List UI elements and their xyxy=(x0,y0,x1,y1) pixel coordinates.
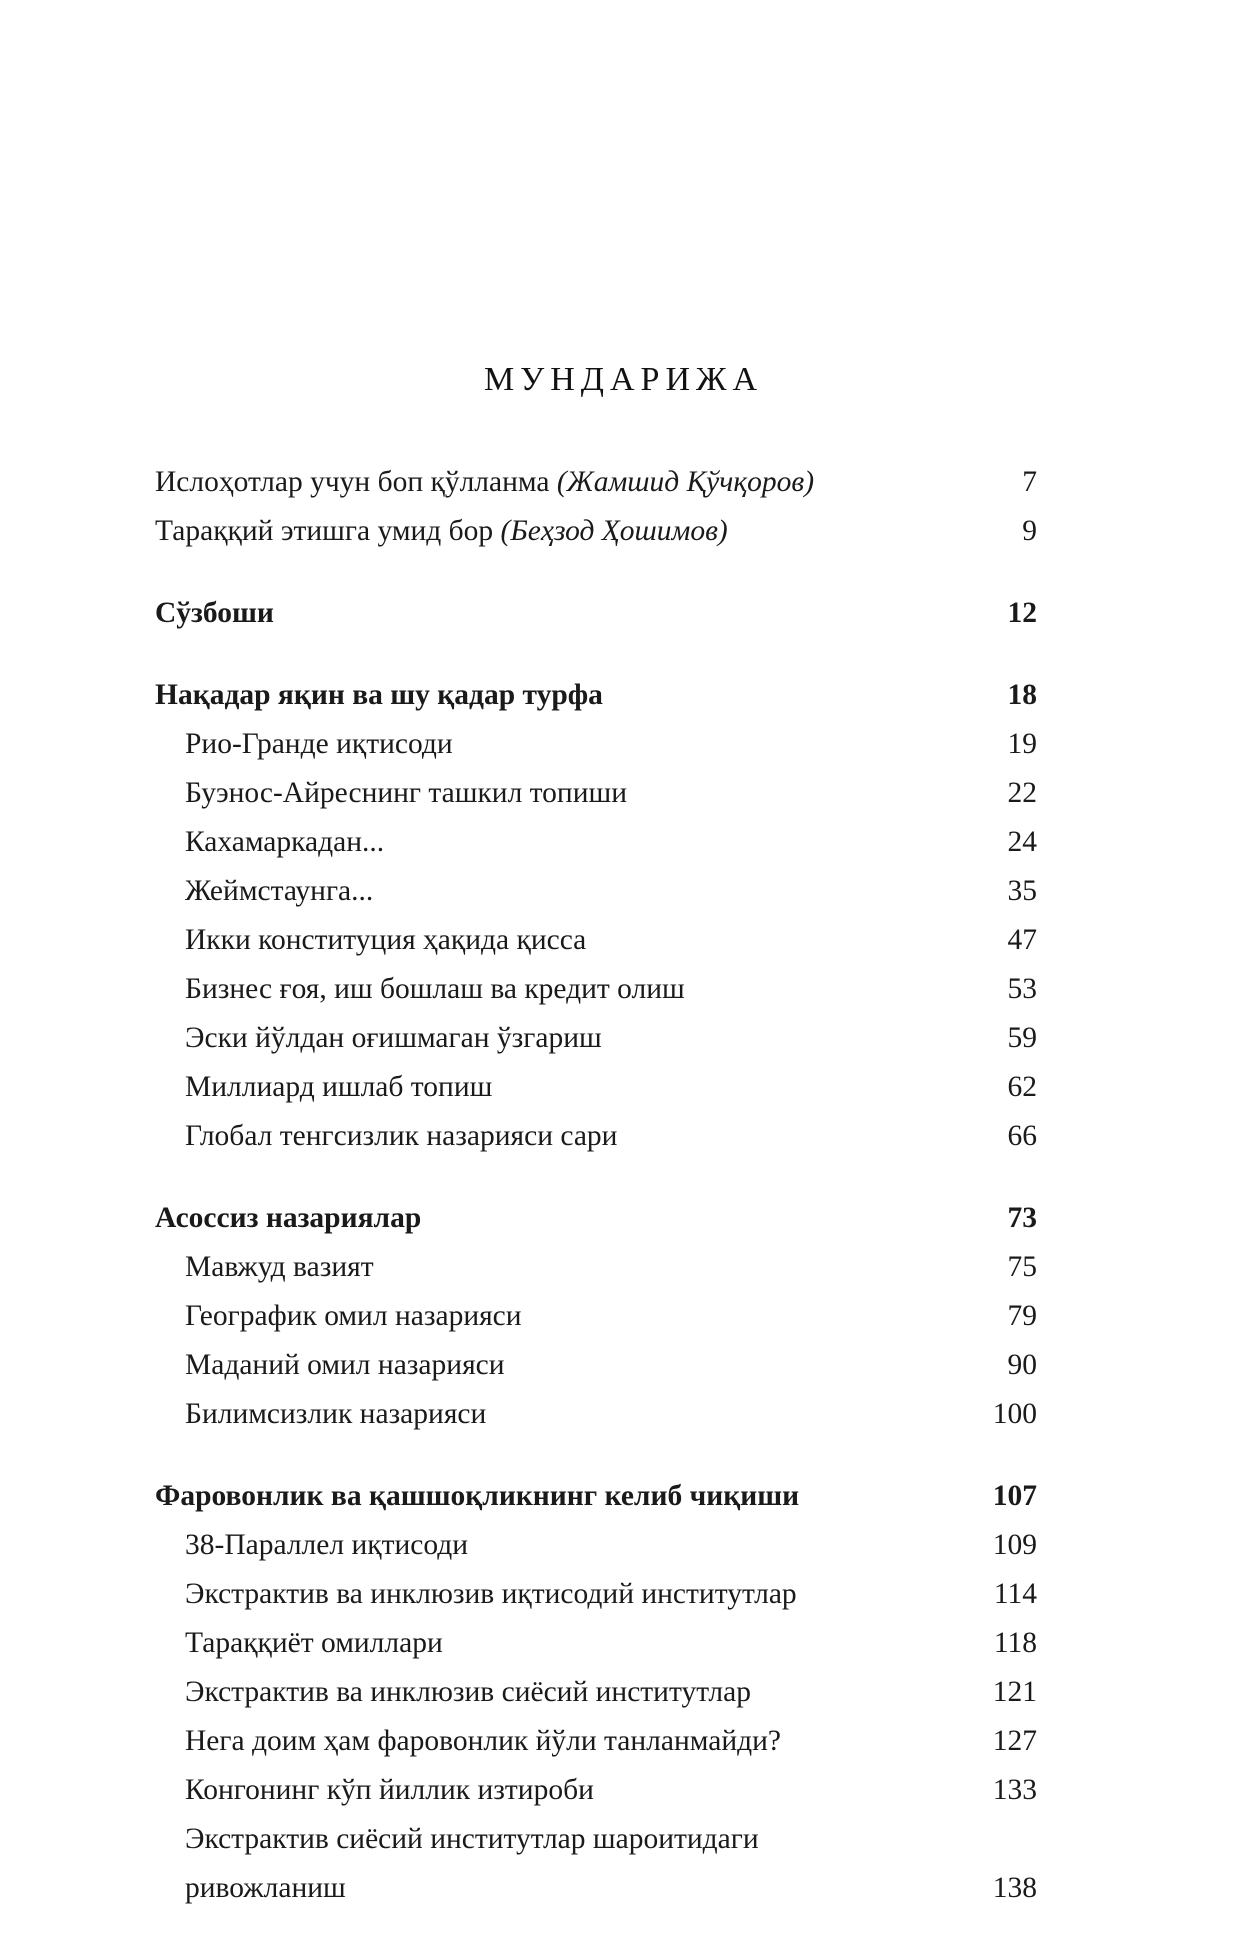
page-title: МУНДАРИЖА xyxy=(483,360,764,398)
toc-entry-chapter[interactable] xyxy=(155,1619,1037,1668)
toc-entry-chapter[interactable] xyxy=(155,916,1037,965)
toc-entry-part[interactable] xyxy=(155,671,1037,720)
toc-entry-page-number: 9 xyxy=(1022,515,1037,547)
toc-entry-part[interactable] xyxy=(155,1194,1037,1243)
toc-entry-front-matter[interactable] xyxy=(155,507,1037,556)
toc-entry-chapter[interactable] xyxy=(155,1766,1037,1815)
toc-entry-chapter[interactable] xyxy=(155,1292,1037,1341)
toc-entry-title: Фаровонлик ва қашшоқликнинг келиб чиқиши xyxy=(155,1480,800,1512)
toc-entry-page-number: 66 xyxy=(1007,1120,1037,1152)
toc-entry-title: 38-Параллел иқтисоди xyxy=(185,1529,469,1561)
toc-entry-title: Конгонинг кўп йиллик изтироби xyxy=(185,1774,594,1806)
toc-entry-page-number: 114 xyxy=(993,1578,1037,1610)
toc-entry-page-number: 100 xyxy=(992,1398,1037,1430)
toc-entry-title: Кахамаркадан... xyxy=(185,826,385,858)
toc-entry-page-number: 59 xyxy=(1007,1022,1037,1054)
toc-entry-title-line-2: ривожланиш xyxy=(185,1872,346,1904)
toc-entry-chapter[interactable] xyxy=(155,720,1037,769)
toc-entry-chapter[interactable] xyxy=(155,1341,1037,1390)
toc-entry-title: Нега доим ҳам фаровонлик йўли танланмайди? xyxy=(185,1725,782,1757)
toc-entry-page-number: 90 xyxy=(1007,1349,1037,1381)
toc-entry-page-number: 35 xyxy=(1007,875,1037,907)
toc-entry-page-number: 47 xyxy=(1007,924,1037,956)
toc-entry-title: Эски йўлдан оғишмаган ўзгариш xyxy=(185,1022,602,1054)
toc-entry-page-number: 7 xyxy=(1022,466,1037,498)
toc-entry-title: Буэнос-Айреснинг ташкил топиши xyxy=(185,777,628,809)
toc-entry-chapter[interactable] xyxy=(155,1815,1037,1913)
toc-entry-author: (Жамшид Қўчқоров) xyxy=(556,466,815,498)
toc-entry-page-number: 19 xyxy=(1007,728,1037,760)
toc-entry-chapter[interactable] xyxy=(155,818,1037,867)
table-of-contents xyxy=(155,458,1037,1913)
toc-entry-page-number: 79 xyxy=(1007,1300,1037,1332)
toc-entry-chapter[interactable] xyxy=(155,1390,1037,1439)
toc-entry-chapter[interactable] xyxy=(155,1521,1037,1570)
toc-entry-author: (Беҳзод Ҳошимов) xyxy=(500,515,728,547)
toc-entry-page-number: 53 xyxy=(1007,973,1037,1005)
toc-entry-front-matter[interactable] xyxy=(155,458,1037,507)
toc-entry-page-number: 138 xyxy=(992,1872,1037,1904)
toc-entry-chapter[interactable] xyxy=(155,1717,1037,1766)
toc-entry-title: Бизнес ғоя, иш бошлаш ва кредит олиш xyxy=(185,973,685,1005)
toc-entry-title: Ислоҳотлар учун боп қўлланма xyxy=(155,466,550,498)
toc-entry-chapter[interactable] xyxy=(155,1243,1037,1292)
toc-entry-page-number: 118 xyxy=(993,1627,1037,1659)
toc-entry-title: Икки конституция ҳақида қисса xyxy=(185,924,587,956)
toc-entry-chapter[interactable] xyxy=(155,1668,1037,1717)
toc-entry-chapter[interactable] xyxy=(155,1570,1037,1619)
toc-entry-title-line-2-row xyxy=(155,1864,1037,1913)
toc-entry-preface[interactable] xyxy=(155,589,1037,638)
toc-entry-title: Географик омил назарияси xyxy=(185,1300,522,1332)
toc-entry-title: Маданий омил назарияси xyxy=(185,1349,505,1381)
toc-entry-title: Нақадар яқин ва шу қадар турфа xyxy=(155,679,603,711)
toc-entry-page-number: 75 xyxy=(1007,1251,1037,1283)
toc-entry-page-number: 109 xyxy=(992,1529,1037,1561)
toc-entry-title: Асоссиз назариялар xyxy=(155,1202,422,1234)
toc-entry-chapter[interactable] xyxy=(155,1014,1037,1063)
toc-entry-title: Сўзбоши xyxy=(155,597,274,629)
toc-entry-page-number: 107 xyxy=(992,1480,1037,1512)
toc-entry-title: Рио-Гранде иқтисоди xyxy=(185,728,453,760)
toc-entry-title: Миллиард ишлаб топиш xyxy=(185,1071,493,1103)
toc-entry-title-line-1: Экстрактив сиёсий институтлар шароитидаги xyxy=(185,1823,759,1855)
toc-entry-title: Экстрактив ва инклюзив сиёсий институтлар xyxy=(185,1676,751,1708)
toc-entry-title: Тараққиёт омиллари xyxy=(185,1627,443,1659)
toc-entry-page-number: 73 xyxy=(1007,1202,1037,1234)
toc-entry-title: Жеймстаунга... xyxy=(185,875,374,907)
toc-entry-chapter[interactable] xyxy=(155,1063,1037,1112)
toc-entry-label xyxy=(155,458,949,507)
toc-entry-page-number: 22 xyxy=(1007,777,1037,809)
toc-entry-page-number: 127 xyxy=(992,1725,1037,1757)
toc-entry-page-number: 133 xyxy=(992,1774,1037,1806)
toc-entry-title: Мавжуд вазият xyxy=(185,1251,374,1283)
toc-entry-page-number: 24 xyxy=(1007,826,1037,858)
toc-entry-page-number: 12 xyxy=(1007,597,1037,629)
toc-entry-chapter[interactable] xyxy=(155,769,1037,818)
toc-entry-chapter[interactable] xyxy=(155,867,1037,916)
toc-entry-part[interactable] xyxy=(155,1472,1037,1521)
toc-entry-title: Экстрактив ва инклюзив иқтисодий институтлар xyxy=(185,1578,797,1610)
toc-entry-page-number: 121 xyxy=(992,1676,1037,1708)
toc-entry-chapter[interactable] xyxy=(155,1112,1037,1161)
toc-entry-page-number: 62 xyxy=(1007,1071,1037,1103)
toc-entry-chapter[interactable] xyxy=(155,965,1037,1014)
toc-entry-title: Глобал тенгсизлик назарияси сари xyxy=(185,1120,618,1152)
toc-entry-label xyxy=(155,507,949,556)
toc-entry-title: Билимсизлик назарияси xyxy=(185,1398,487,1430)
toc-entry-page-number: 18 xyxy=(1007,679,1037,711)
toc-entry-title: Тараққий этишга умид бор xyxy=(155,515,494,547)
